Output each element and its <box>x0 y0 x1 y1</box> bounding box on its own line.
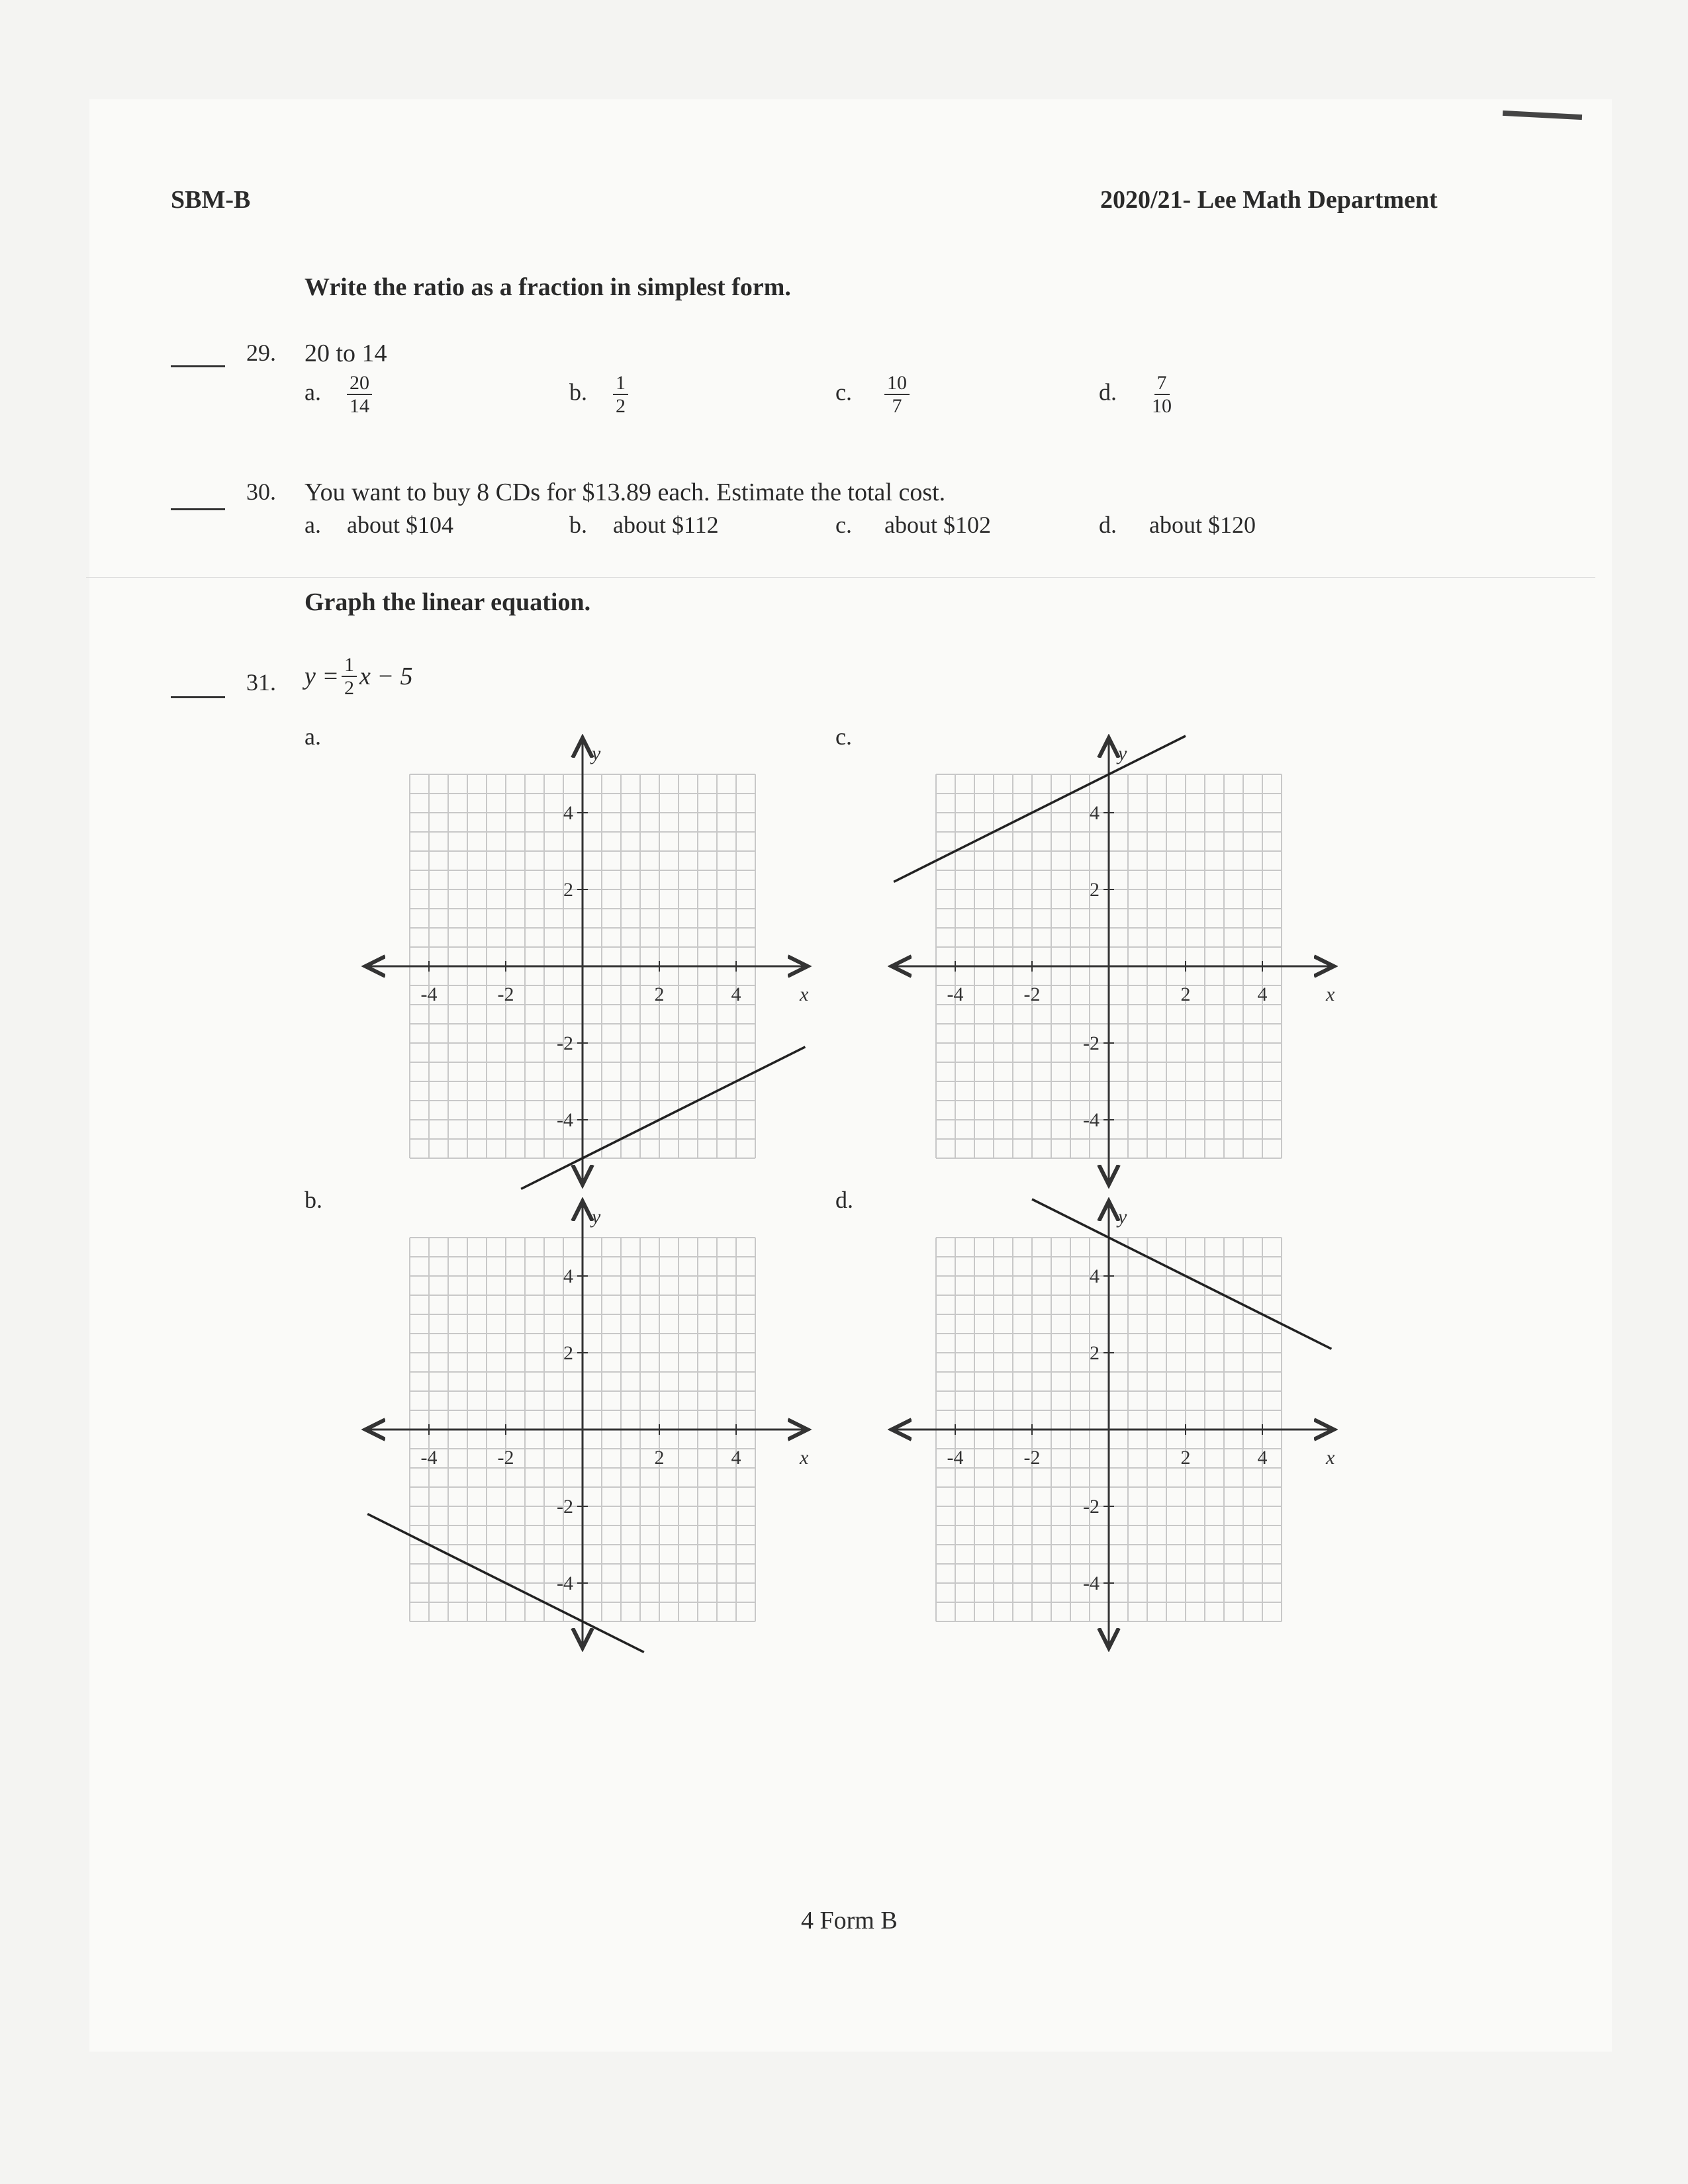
fraction <box>1149 372 1174 417</box>
y-tick-label: -2 <box>1083 1032 1100 1054</box>
numerator: 7 <box>1154 372 1170 395</box>
graph-letter-c: c. <box>835 723 852 750</box>
q30-option-b <box>569 511 719 539</box>
x-tick-label: 4 <box>731 983 741 1005</box>
option-letter: b. <box>569 379 587 406</box>
question-number-31: 31. <box>246 669 276 696</box>
option-letter: a. <box>305 379 321 406</box>
y-tick-label: 2 <box>1090 879 1100 901</box>
y-tick-label: 4 <box>1090 802 1100 824</box>
y-tick-label: -4 <box>557 1109 573 1131</box>
y-tick-label: 2 <box>563 879 573 901</box>
numerator: 10 <box>884 372 910 395</box>
x-tick-label: 4 <box>731 1447 741 1469</box>
q30-option-c <box>835 511 991 539</box>
x-axis-label: x <box>1326 983 1335 1005</box>
option-text: about $112 <box>613 512 719 538</box>
option-letter: c. <box>835 379 852 406</box>
section-instruction-graph: Graph the linear equation. <box>305 588 591 616</box>
y-tick-label: -2 <box>557 1032 573 1054</box>
y-axis-label: y <box>1118 1206 1127 1228</box>
numerator: 1 <box>613 372 628 395</box>
q29-option-b <box>569 372 628 417</box>
q29-option-d <box>1099 372 1174 417</box>
fraction <box>613 372 628 417</box>
x-tick-label: -4 <box>420 1447 438 1469</box>
coordinate-graph-b <box>357 1191 821 1655</box>
equation <box>305 654 413 699</box>
page-footer: 4 Form B <box>801 1907 898 1934</box>
x-tick-label: 2 <box>654 1447 665 1469</box>
x-tick-label: -4 <box>947 1447 964 1469</box>
answer-blank-31[interactable] <box>171 696 225 698</box>
graph-letter-a: a. <box>305 723 321 750</box>
fraction <box>347 372 372 417</box>
q30-option-d <box>1099 511 1256 539</box>
y-axis-label: y <box>592 743 601 764</box>
question-number-30: 30. <box>246 478 276 505</box>
y-tick-label: 4 <box>563 1265 573 1287</box>
option-letter: d. <box>1099 379 1117 406</box>
y-axis-label: y <box>592 1206 601 1228</box>
section-divider <box>86 577 1595 578</box>
y-tick-label: 4 <box>1090 1265 1100 1287</box>
x-tick-label: 2 <box>1180 1447 1191 1469</box>
header-right: 2020/21- Lee Math Department <box>1100 186 1438 214</box>
coordinate-graph-c <box>884 728 1347 1191</box>
y-tick-label: 2 <box>563 1342 573 1364</box>
question-prompt-29: 20 to 14 <box>305 340 387 367</box>
x-tick-label: 2 <box>1180 983 1191 1005</box>
section-instruction-ratio: Write the ratio as a fraction in simplest form. <box>305 273 791 301</box>
denominator: 2 <box>344 677 355 699</box>
option-letter: d. <box>1099 512 1117 538</box>
y-axis-label: y <box>1118 743 1127 764</box>
x-tick-label: -4 <box>947 983 964 1005</box>
denominator: 10 <box>1152 395 1172 417</box>
x-tick-label: 4 <box>1257 1447 1268 1469</box>
coordinate-graph-a <box>357 728 821 1191</box>
x-axis-label: x <box>800 1447 809 1469</box>
fraction <box>884 372 910 417</box>
x-tick-label: -2 <box>497 983 514 1005</box>
numerator: 20 <box>347 372 372 395</box>
equation-rest: x − 5 <box>359 662 413 690</box>
y-tick-label: -4 <box>557 1572 573 1594</box>
question-prompt-30: You want to buy 8 CDs for $13.89 each. Estimate the total cost. <box>305 478 946 506</box>
equation-lhs: y = <box>305 662 340 690</box>
x-tick-label: -4 <box>420 983 438 1005</box>
question-number-29: 29. <box>246 340 276 366</box>
x-axis-label: x <box>1326 1447 1335 1469</box>
y-tick-label: -2 <box>557 1496 573 1518</box>
numerator: 1 <box>342 654 357 677</box>
x-tick-label: 2 <box>654 983 665 1005</box>
y-tick-label: 4 <box>563 802 573 824</box>
denominator: 14 <box>349 395 369 417</box>
q30-option-a <box>305 511 453 539</box>
x-tick-label: 4 <box>1257 983 1268 1005</box>
header-left: SBM-B <box>171 186 251 214</box>
option-letter: a. <box>305 512 321 538</box>
graph-line <box>894 736 1186 882</box>
answer-blank-30[interactable] <box>171 508 225 510</box>
y-tick-label: -4 <box>1083 1572 1100 1594</box>
y-tick-label: 2 <box>1090 1342 1100 1364</box>
y-tick-label: -2 <box>1083 1496 1100 1518</box>
option-text: about $102 <box>884 512 991 538</box>
q29-option-c <box>835 372 910 417</box>
answer-blank-29[interactable] <box>171 365 225 367</box>
equation-fraction <box>342 654 357 699</box>
option-text: about $120 <box>1149 512 1256 538</box>
coordinate-graph-d <box>884 1191 1347 1655</box>
option-text: about $104 <box>346 512 453 538</box>
q29-option-a <box>305 372 372 417</box>
y-tick-label: -4 <box>1083 1109 1100 1131</box>
x-axis-label: x <box>800 983 809 1005</box>
denominator: 2 <box>616 395 626 417</box>
graph-letter-d: d. <box>835 1187 853 1213</box>
x-tick-label: -2 <box>1023 1447 1041 1469</box>
graph-letter-b: b. <box>305 1187 322 1213</box>
x-tick-label: -2 <box>1023 983 1041 1005</box>
option-letter: b. <box>569 512 587 538</box>
denominator: 7 <box>892 395 902 417</box>
x-tick-label: -2 <box>497 1447 514 1469</box>
option-letter: c. <box>835 512 852 538</box>
graph-line <box>1032 1199 1331 1349</box>
